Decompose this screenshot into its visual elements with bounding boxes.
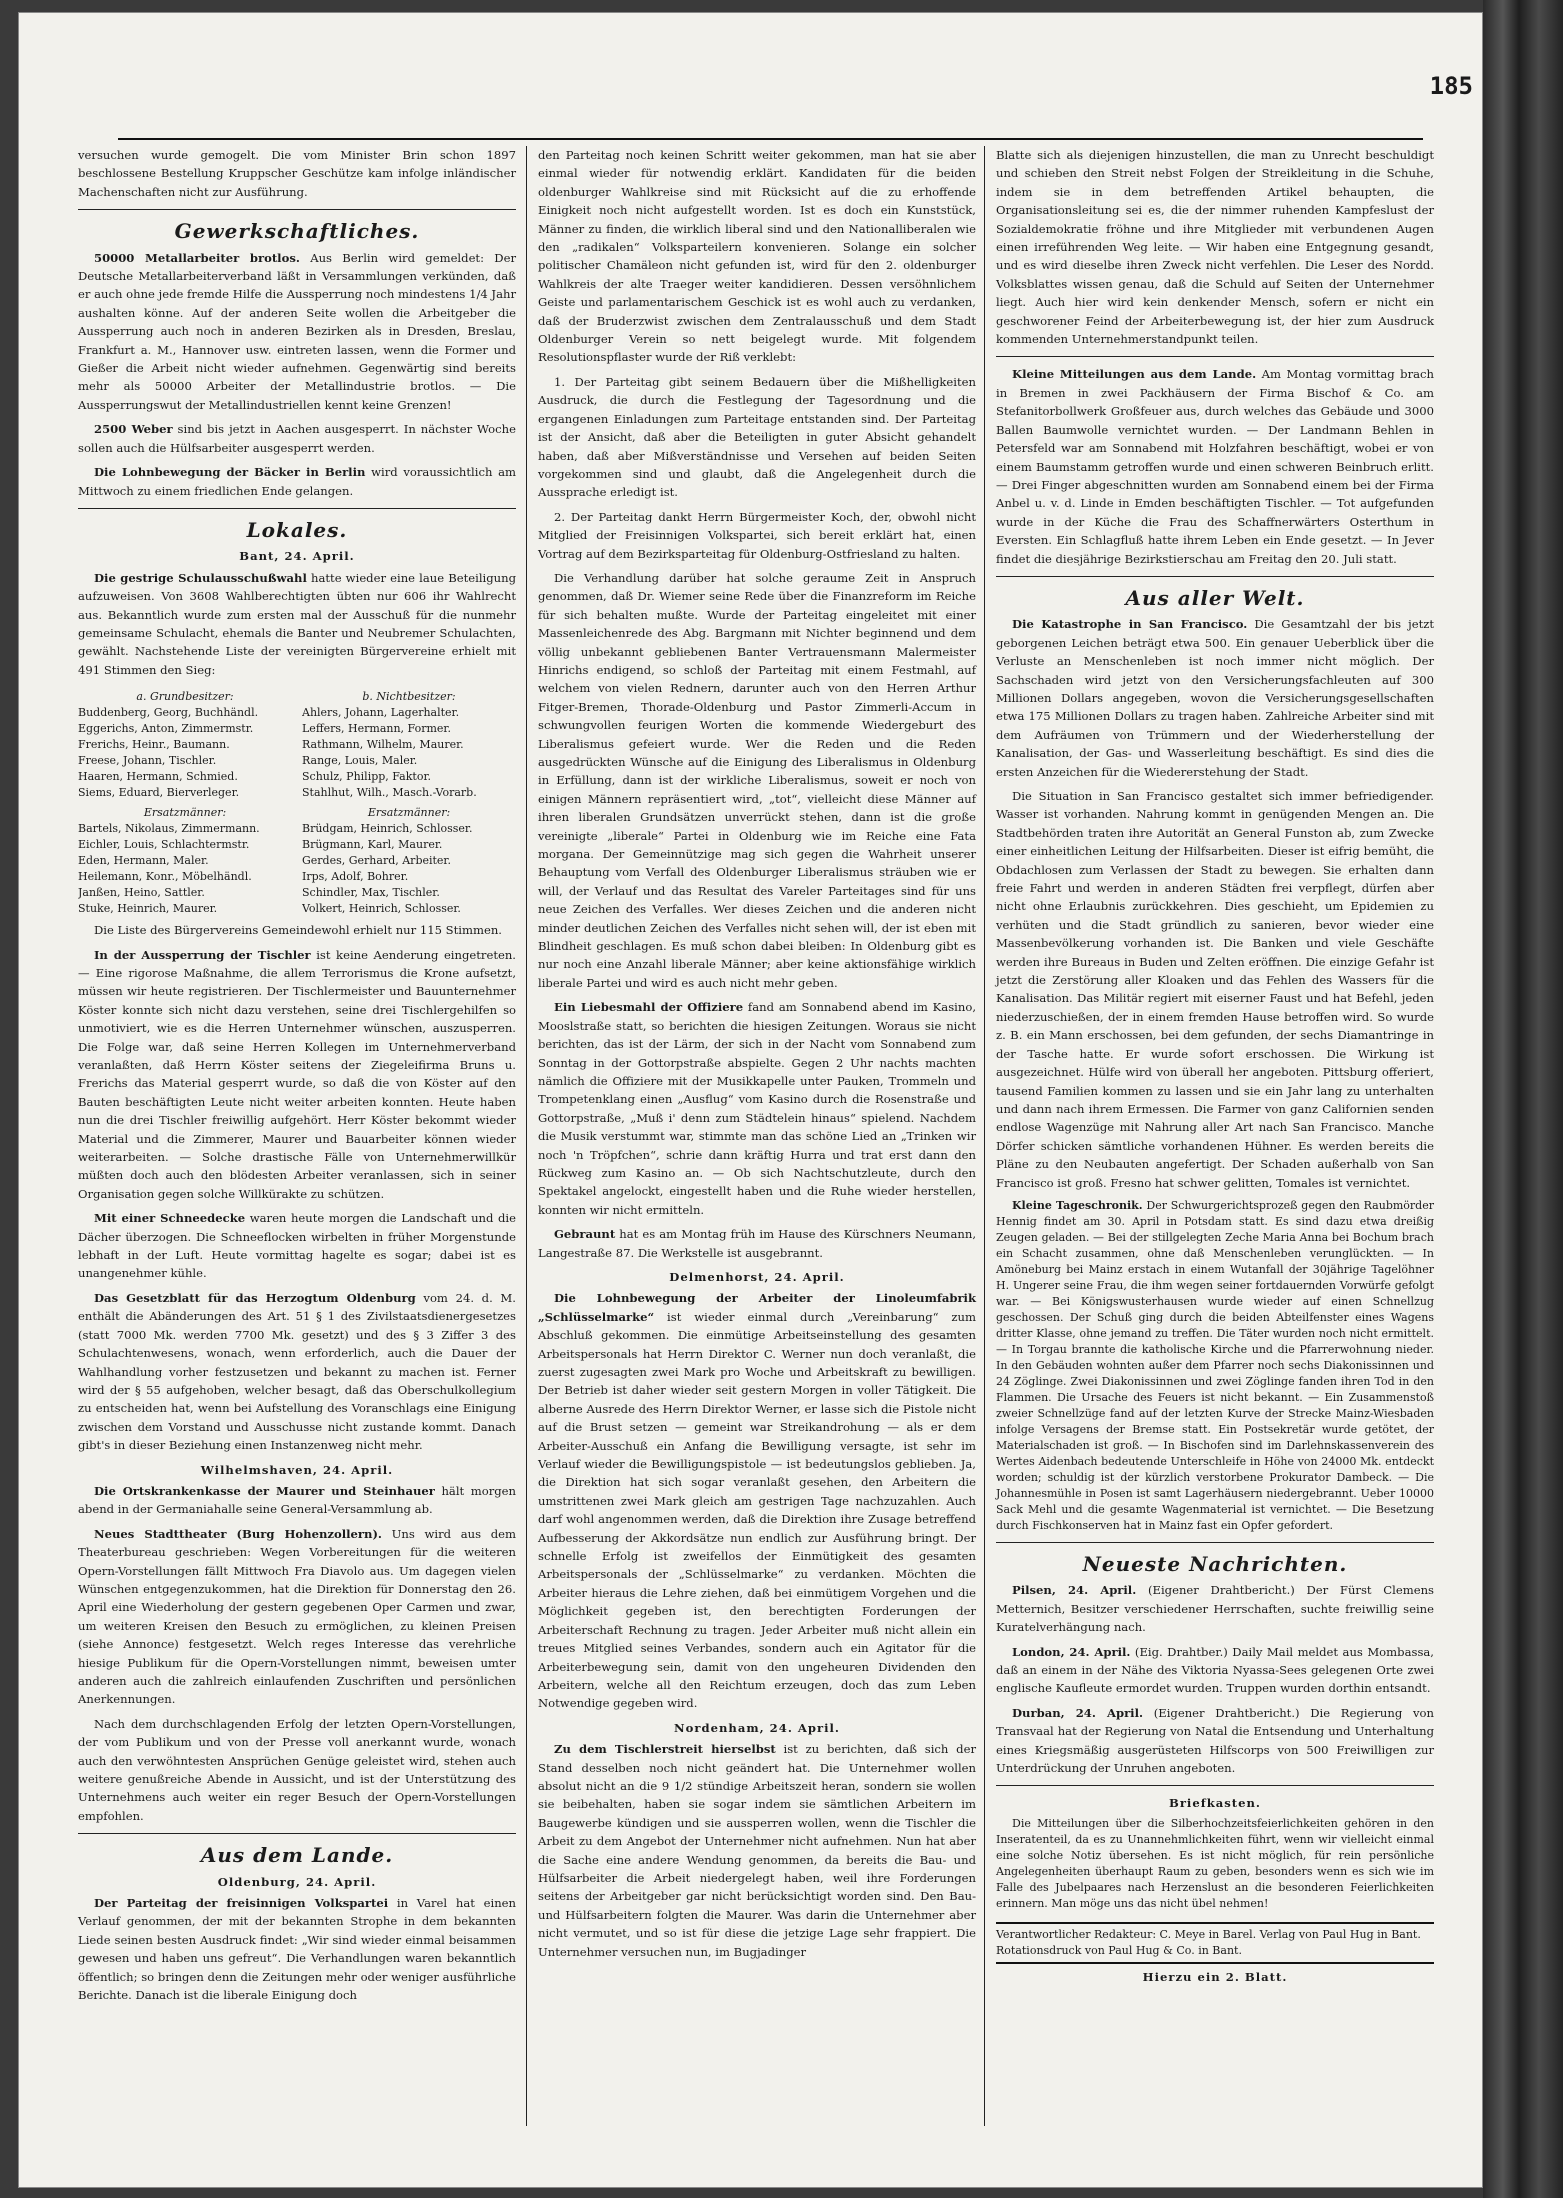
- body: vom 24. d. M. enthält die Abänderungen des Art. 51 § 1 des Zivilstaatsdienergesetzes (statt 7000 Mk. werden 7700 Mk. gesetzt) und des § 3 Ziffer 3 des Schulachtenwesens, wonach, wenn erforderlich, auch die Dauer der Wahlhandlung vorher festzusetzen und bekannt zu machen ist. Ferner wird der § 55 aufgehoben, welcher besagt, daß das Oberschulkollegium zu entscheiden hat, wenn bei Aufstellung des Voranschlags eine Einigung zwischen dem Vorstand und Ausschusse nicht zustande kommt. Danach gibt's in dieser Beziehung einen Instanzenweg nicht mehr.: [78, 1290, 516, 1453]
- dateline-oldenburg: Oldenburg, 24. April.: [217, 1874, 377, 1889]
- separator: [78, 508, 516, 509]
- article-schneedecke: [78, 1209, 516, 1283]
- imprint: Verantwortlicher Redakteur: C. Meye in Barel. Verlag von Paul Hug in Bant. Rotationsdruck von Paul Hug & Co. in Bant.: [996, 1922, 1434, 1964]
- candidate-lists: [78, 685, 516, 917]
- dateline-nordenham: Nordenham, 24. April.: [674, 1720, 840, 1735]
- lead: Gebraunt: [554, 1227, 616, 1242]
- separator: [996, 1542, 1434, 1543]
- list-item: Rathmann, Wilhelm, Maurer.: [302, 738, 464, 752]
- briefkasten-text: Die Mitteilungen über die Silberhochzeitsfeierlichkeiten gehören in den Inseratenteil, da es zu Unannehmlichkeiten führt, wenn wir vielleicht einmal eine solche Notiz übersehen. Es ist nicht möglich, für rein persönliche Angelegenheiten überhaupt Raum zu geben, besonders wenn es sich wie im Falle des Jubelpaares nach Herzenslust an die besonderen Feierlichkeiten erinnern. Man möge uns das nicht übel nehmen!: [996, 1816, 1434, 1910]
- article-tischler: [78, 946, 516, 1204]
- body: Aus Berlin wird gemeldet: Der Deutsche Metallarbeiterverband läßt in Versammlungen verkünden, daß er auch ohne jede fremde Hilfe die Aussperrung noch mindestens 1/4 Jahr aushalten könne. Auf der anderen Seite wollen die Arbeitgeber die Aussperrung auch noch in anderen Bezirken als in Dresden, Breslau, Frankfurt a. M., Hannover usw. eintreten lassen, wenn die Former und Gießer die Arbeit nicht wieder aufnehmen. Gegenwärtig sind bereits mehr als 50000 Arbeiter der Metallindustrie brotlos. — Die Aussperrungswut der Metallindustriellen kennt keine Grenzen!: [78, 250, 516, 412]
- column-divider-1: [526, 146, 527, 2126]
- lead: Mit einer Schneedecke: [94, 1211, 246, 1226]
- book-gutter: [1483, 0, 1563, 2198]
- article-stadttheater: [78, 1525, 516, 1709]
- body: hält morgen abend in der Germaniahalle seine General-Versammlung ab.: [78, 1483, 516, 1517]
- article-london: [996, 1643, 1434, 1698]
- lead: In der Aussperrung der Tischler: [94, 947, 311, 962]
- body: sind bis jetzt in Aachen ausgesperrt. In nächster Woche sollen auch die Hülfsarbeiter ausgesperrt werden.: [78, 422, 516, 455]
- article-pilsen: [996, 1581, 1434, 1636]
- article-ortskrankenkasse: [78, 1482, 516, 1519]
- article-parteitag-cont: den Parteitag noch keinen Schritt weiter gekommen, man hat sie aber einmal wieder für notwendig erklärt. Kandidaten für die beiden oldenburger Wahlkreise sind mit Rücksicht auf die zu erhoffende Einigkeit noch nicht aufgestellt worden. Ist es doch ein Kunststück, Männer zu finden, die wirklich liberal sind und den Nationalliberalen wie den „radikalen“ Volksparteilern konvenieren. Solange ein solcher politischer Chamäleon nicht gefunden ist, wird für den 2. oldenburger Wahlkreis der alte Traeger weiter kandidieren. Dessen versöhnlichem Geiste und parlamentarischem Geschick ist es wohl auch zu verdanken, daß der Bruderzwist zwischen dem Zentralausschuß und dem Stadt Oldenburger Verein so nett beigelegt wurde. Mit folgendem Resolutionspflaster wurde der Riß verklebt:: [538, 148, 976, 365]
- lead: Zu dem Tischlerstreit hierselbst: [554, 1742, 776, 1757]
- list-heading: Ersatzmänner:: [143, 806, 227, 820]
- list-item: Volkert, Heinrich, Schlosser.: [302, 902, 461, 916]
- list-nichtbesitzer: [302, 685, 516, 917]
- article-liebesmahl: [538, 998, 976, 1219]
- body: in Varel hat einen Verlauf genommen, der mit der bekannten Strophe in dem bekannten Liede seinen besten Ausdruck findet: „Wir sind wieder einmal beisammen gewesen und haben uns gefreut“. Die Verhandlungen waren bekanntlich öffentlich; so bringen denn die Zeitungen mehr oder weniger ausführliche Berichte. Danach ist die liberale Einigung doch: [78, 1896, 517, 2003]
- body: fand am Sonnabend abend im Kasino, Mooslstraße statt, so berichten die hiesigen Zeitungen. Woraus sie nicht berichten, das ist der Lärm, der sich in der Nacht vom Sonnabend zum Sonntag in der Gottorpstraße abspielte. Gegen 2 Uhr nachts machten nämlich die Offiziere mit der Musikkapelle unter Pauken, Trommeln und Trompetenklang einen „Ausflug“ vom Kasino durch die Rosenstraße und Gottorpstraße, „Muß i' denn zum Städtelein hinaus“ spielend. Nachdem die Musik verstummt war, stimmte man das schöne Lied an „Trinken wir noch 'n Tröpfchen“, schrie dann kräftig Hurra und trat erst dann den Rückweg zum Kasino an. — Ob sich Nachtschutzleute, durch den Spektakel angelockt, eingestellt haben und die Ruhe wieder herstellen, konnten wir nicht ermitteln.: [538, 1000, 977, 1217]
- resolution-2: 2. Der Parteitag dankt Herrn Bürgermeister Koch, der, obwohl nicht Mitglied der Freisinnigen Volkspartei, sich bereit erklärt hat, einen Vortrag auf dem Bezirksparteitag für Oldenburg-Ostfriesland zu halten.: [538, 509, 976, 561]
- lead: Das Gesetzblatt für das Herzogtum Oldenburg: [94, 1290, 416, 1305]
- article-gemeindewohl: Die Liste des Bürgervereins Gemeindewohl erhielt nur 115 Stimmen.: [94, 923, 502, 938]
- article-metallarbeiter: [78, 249, 516, 415]
- list-item: Haaren, Hermann, Schmied.: [78, 770, 238, 784]
- section-title-briefkasten: Briefkasten.: [1169, 1796, 1261, 1811]
- body: Die Gesamtzahl der bis jetzt geborgenen Leichen beträgt etwa 500. Ein genauer Ueberblick über die Verluste an Menschenleben ist noch immer nicht möglich. Der Sachschaden wird jetzt von den Versicherungsfachleuten auf 300 Millionen Dollars angegeben, wovon die Versicherungsgesellschaften etwa 175 Millionen Dollars zu tragen haben. Zahlreiche Arbeiter sind mit dem Aufräumen von Trümmern und der Wiederherstellung der Kanalisation, der Gas- und Wasserleitung beschäftigt. Es sind dies die ersten Anzeichen für die Wiedererstehung der Stadt.: [996, 617, 1434, 779]
- article-gebrannt: [538, 1225, 976, 1262]
- lead: Kleine Tageschronik.: [1012, 1198, 1143, 1212]
- separator: [996, 1785, 1434, 1786]
- list-item: Schindler, Max, Tischler.: [302, 886, 440, 900]
- list-item: Brügmann, Karl, Maurer.: [302, 838, 443, 852]
- list-item: Bartels, Nikolaus, Zimmermann.: [78, 822, 260, 836]
- lead: Kleine Mitteilungen aus dem Lande.: [1012, 367, 1257, 382]
- column-3: [996, 146, 1434, 1989]
- body: Uns wird aus dem Theaterbureau geschrieben: Wegen Vorbereitungen für die weiteren Opern-Vorstellungen fällt Mittwoch Fra Diavolo aus. Um dagegen vielen Wünschen entgegenzukommen, hat die Direktion für Donnerstag den 26. April eine Wiederholung der gestern gegebenen Oper Carmen und zwar, um weiteren Kreisen den Besuch zu ermöglichen, zu kleinen Preisen (siehe Annonce) festgesetzt. Welch reges Interesse das verehrliche hiesige Publikum für die Opern-Vorstellungen nimmt, beweisen umter anderen auch die zahlreich einlaufenden Zuschriften und persönlichen Anerkennungen.: [78, 1526, 516, 1707]
- list-heading: Ersatzmänner:: [367, 806, 451, 820]
- list-item: Buddenberg, Georg, Buchhändl.: [78, 706, 259, 720]
- article-parteitag: [78, 1894, 516, 2004]
- lead: Die Ortskrankenkasse der Maurer und Steinhauer: [94, 1483, 435, 1498]
- list-item: Eichler, Louis, Schlachtermstr.: [78, 838, 250, 852]
- intro-text: versuchen wurde gemogelt. Die vom Minister Brin schon 1897 beschlossene Bestellung Kruppscher Geschütze kam infolge inländischer Machenschaften nicht zur Ausführung.: [78, 148, 516, 199]
- article-weber: [78, 420, 516, 457]
- lead: Der Parteitag der freisinnigen Volkspartei: [94, 1896, 389, 1911]
- dateline-wilhelmshaven: Wilhelmshaven, 24. April.: [200, 1462, 394, 1477]
- separator: [78, 1833, 516, 1834]
- lead: Die Lohnbewegung der Bäcker in Berlin: [94, 465, 366, 480]
- list-item: Freese, Johann, Tischler.: [78, 754, 217, 768]
- list-heading: a. Grundbesitzer:: [136, 690, 234, 704]
- list-item: Stahlhut, Wilh., Masch.-Vorarb.: [302, 786, 477, 800]
- section-title-neueste-nachrichten: Neueste Nachrichten.: [1082, 1551, 1348, 1576]
- lead: Neues Stadttheater (Burg Hohenzollern).: [94, 1526, 382, 1541]
- body: ist keine Aenderung eingetreten. — Eine rigorose Maßnahme, die allem Terrorismus die Krone aufsetzt, müssen wir heute registrieren. Der Tischlermeister und Bauunternehmer Köster konnte sich nicht dazu verstehen, seine drei Tischlergehilfen so unmotiviert, wie es die Herren Unternehmer wünschen, auszusperren. Die Folge war, daß seine Herren Kollegen im Unternehmerverband veranlaßten, daß Herrn Köster seitens der Ziegeleifirma Bruns u. Frerichs das Material gesperrt wurde, so daß die von Köster auf den Bauten beschäftigten Leute nicht weiter arbeiten konnten. Heute haben nun die drei Tischler freiwillig aufgehört. Herr Köster bekommt wieder Material und die Zimmerer, Maurer und Bauarbeiter können wieder weiterarbeiten. — Solche drastische Fälle von Unternehmerwillkür müßten doch auch den blödesten Arbeiter veranlassen, sich in seiner Organisation gegen solche Willkürakte zu schützen.: [78, 947, 516, 1201]
- lead: 50000 Metallarbeiter brotlos.: [94, 250, 300, 265]
- article-durban: [996, 1704, 1434, 1778]
- article-verhandlung: Die Verhandlung darüber hat solche geraume Zeit in Anspruch genommen, daß Dr. Wiemer seine Rede über die Finanzreform im Reiche für sich behalten mußte. Wurde der Parteitag eingeleitet mit einer Massenleichenrede des Abg. Bargmann mit Nichter beginnend und dem völlig unbekannt gebliebenen Banter Vertrauensmann Malermeister Hinrichs endigend, so schloß der Parteitag mit einem Festmahl, auf welchem von vielen Rednern, darunter auch von den Herren Arthur Fitger-Bremen, Thorade-Oldenburg und Pastor Zimmerli-Accum in schwungvollen feurigen Worten die kommende Wiedergeburt des Liberalismus gefeiert wurde. Wer die Reden und die Reden ausgedrückten Wünsche auf die Einigung des Liberalismus in Oldenburg in Erfüllung, dann ist der wirkliche Liberalismus, soweit er noch von einigen Männern repräsentiert wird, „tot“, vielleicht diese Männer auf ihren liberalen Grundsätzen unverrückt stehen, dann ist die große vereinigte „liberale“ Partei in Oldenburg wie im Reiche eine Fata morgana. Der Gemeinnützige mag sich gegen die Wahrheit unserer Behauptung vom Verfall des Oldenburger Liberalismus sträuben wie er will, der Verlauf und das Resultat des Vareler Parteitages sind für uns neue Zeichen des Verfalles. Wer dieses Zeichen und die anderen nicht minder deutlichen Zeichen des Verfalles nicht sehen will, der ist eben mit Blindheit geschlagen. Es muß schon dabei bleiben: In Oldenburg gibt es nur noch eine Anzahl liberale Männer; aber keine aktionsfähige wirklich liberale Partei und wird es auch nicht mehr geben.: [538, 570, 976, 990]
- lead: Durban, 24. April.: [1012, 1705, 1144, 1720]
- list-item: Leffers, Hermann, Former.: [302, 722, 451, 736]
- resolution-1: 1. Der Parteitag gibt seinem Bedauern über die Mißhelligkeiten Ausdruck, die durch die Festlegung der Tagesordnung und die ergangenen Einladungen zum Parteitage entstanden sind. Der Parteitag ist der Ansicht, daß aber die Beteiligten in guter Absicht gehandelt haben, daß aber Mißverständnisse und Versehen auf beiden Seiten vorgekommen sind und glaubt, daß die Angelegenheit durch die Aussprache erledigt ist.: [538, 374, 976, 500]
- list-item: Frerichs, Heinr., Baumann.: [78, 738, 230, 752]
- article-linoleum: [538, 1289, 976, 1712]
- article-schulausschuss: [78, 569, 516, 679]
- body: ist zu berichten, daß sich der Stand desselben noch nicht geändert hat. Die Unternehmer wollen absolut nicht an die 9 1/2 stündige Arbeitszeit heran, sondern sie wollen sie beibehalten, haben sie sogar indem sie sämtlichen Arbeitern im Baugewerbe kündigen und sie aussperren wollen, wenn die Tischler die Arbeit zu dem Angebot der Unternehmer nicht aufnehmen. Nun hat aber die Sache eine andere Wendung genommen, da bereits die Bau- und Hülfsarbeiter die Arbeit niedergelegt haben, weil ihre Forderungen seitens der Arbeitgeber gar nicht berücksichtigt worden sind. Den Bau- und Hülfsarbeitern folgten die Maurer. Was darin die Unternehmer aber nicht vermutet, und so ist für diese die jetzige Lage sehr frappiert. Die Unternehmer versuchen nun, im Bugjadinger: [538, 1742, 976, 1959]
- section-title-aus-dem-lande: Aus dem Lande.: [200, 1843, 394, 1868]
- list-item: Janßen, Heino, Sattler.: [78, 886, 205, 900]
- article-opern: Nach dem durchschlagenden Erfolg der letzten Opern-Vorstellungen, der vom Publikum und von der Presse voll anerkannt wurde, wonach auch den verwöhntesten Ansprüchen Genüge geleistet wird, stehen auch weitere genußreiche Abende in Aussicht, und ist der Unterstützung des Unternehmens auch weiter ein reger Besuch der Opern-Vorstellungen empfohlen.: [78, 1716, 516, 1823]
- lead: Die Lohnbewegung der Arbeiter der Linoleumfabrik „Schlüsselmarke“: [538, 1291, 976, 1324]
- body: (Eigener Drahtbericht.) Der Fürst Clemens Metternich, Besitzer verschiedener Herrschaften, suchte freiwillig seine Kuratelverhängung nach.: [996, 1583, 1434, 1635]
- list-item: Range, Louis, Maler.: [302, 754, 418, 768]
- article-kleine-mitteilungen: [996, 365, 1434, 567]
- page-number: 185: [1429, 72, 1473, 100]
- article-baecker: [78, 463, 516, 500]
- lead: Pilsen, 24. April.: [1012, 1583, 1137, 1598]
- article-situation: Die Situation in San Francisco gestaltet sich immer befriedigender. Wasser ist vorhanden. Nahrung kommt in genügenden Mengen an. Die Stadtbehörden traten ihre Autorität an General Funston ab, zum Zwecke einer einheitlichen Leitung der Hilfsarbeiten. Dieser ist eifrig bemüht, die Obdachlosen zum Verlassen der Stadt zu bewegen. Sie erhalten dann freie Fahrt und werden in anderen Städten frei verpflegt, dürfen aber nicht ohne Erlaubnis zurückkehren. Dies geschieht, um Epidemien zu verhüten und die Stadt gründlich zu sanieren, bevor wieder eine Massenbevölkerung vorhanden ist. Die Banken und viele Geschäfte werden ihre Bureaus in Buden und Zelten eröffnen. Die einzige Gefahr ist jetzt die Zerstörung aller Kloaken und das Fehlen des Wassers für die Kanalisation. Das Militär regiert mit eiserner Faust und hat Befehl, jeden niederzuschießen, der in einem fremden Hause betroffen wird. So wurde z. B. ein Mann erschossen, bei dem gefunden, der sechs Diamantringe in der Tasche hatte. Er wurde sofort erschossen. Die Wirkung ist ausgezeichnet. Hülfe wird von überall her angeboten. Pittsburg offeriert, tausend Familien kommen zu lassen und sie ein Jahr lang zu unterhalten und dann nach ihrem Ermessen. Die Farmer von ganz Californien senden endlose Wagenzüge mit Nahrung aller Art nach San Francisco. Manche Dörfer schicken sämtliche vorhandenen Hühner. Es werden bereits die Pläne zu den Neubauten angefertigt. Der Schaden außerhalb von San Francisco ist groß. Fresno hat schwer gelitten, Tomales ist vernichtet.: [996, 789, 1434, 1190]
- dateline-bant: Bant, 24. April.: [239, 549, 355, 564]
- header-rule: [118, 138, 1423, 140]
- list-grundbesitzer: [78, 685, 292, 917]
- section-title-gewerkschaftliches: Gewerkschaftliches.: [174, 219, 420, 244]
- list-item: Schulz, Philipp, Faktor.: [302, 770, 431, 784]
- body: Am Montag vormittag brach in Bremen in zwei Packhäusern der Firma Bischof & Co. am Stefanitorbollwerk Großfeuer aus, durch welches das Gebäude und 3000 Ballen Baumwolle vernichtet wurden. — Der Landmann Behlen in Petersfeld war am Sonnabend mit Holzfahren beschäftigt, wobei er von einem Baumstamm getroffen wurde und einen schweren Beinbruch erlitt. — Drei Finger abgeschnitten wurden am Sonnabend einem bei der Firma Anbel u. v. d. Linde in Emden beschäftigten Tischler. — Tot aufgefunden wurde in der Küche die Frau des Schaffnerwärters Osterthum in Eversten. Ein Schlagfluß hatte ihrem Leben ein Ende gesetzt. — In Jever findet die diesjährige Bezirkstierschau am Freitag den 20. Juli statt.: [996, 367, 1434, 566]
- separator: [996, 576, 1434, 577]
- lead: London, 24. April.: [1012, 1644, 1131, 1659]
- list-item: Eggerichs, Anton, Zimmermstr.: [78, 722, 254, 736]
- list-item: Ahlers, Johann, Lagerhalter.: [302, 706, 460, 720]
- list-item: Stuke, Heinrich, Maurer.: [78, 902, 218, 916]
- newspaper-page: [18, 12, 1483, 2188]
- body: hatte wieder eine laue Beteiligung aufzuweisen. Von 3608 Wahlberechtigten übten nur 606 ihr Wahlrecht aus. Bekanntlich wurde zum ersten mal der Ausschuß für die nunmehr gemeinsame Schulacht, ehemals die Banter und Neubremer Schulachten, gewählt. Nachstehende Liste der vereinigten Bürgervereine erhielt mit 491 Stimmen den Sieg:: [78, 570, 517, 677]
- list-item: Siems, Eduard, Bierverleger.: [78, 786, 240, 800]
- body: waren heute morgen die Landschaft und die Dächer überzogen. Die Schneeflocken wirbelten in früher Morgenstunde lebhaft in der Luft. Heute vormittag hagelte es sogar; dabei ist es unangenehmer kühle.: [78, 1211, 516, 1281]
- list-item: Eden, Hermann, Maler.: [78, 854, 209, 868]
- lead: Die gestrige Schulausschußwahl: [94, 570, 307, 585]
- list-item: Brüdgam, Heinrich, Schlosser.: [302, 822, 473, 836]
- body: Der Schwurgerichtsprozeß gegen den Raubmörder Hennig findet am 30. April in Potsdam statt. Es sind dazu etwa dreißig Zeugen geladen. — Bei der stillgelegten Zeche Maria Anna bei Bochum brach ein Schacht zusammen, ohne daß Menschenleben verunglückten. — In Amöneburg bei Mainz erstach in einem Wutanfall der 30jährige Tagelöhner H. Ungerer seine Frau, die ihm wegen seiner fortdauernden Vorwürfe gefolgt war. — Bei Königswusterhausen wurde wieder auf einen Schnellzug geschossen. Der Schuß ging durch die beiden Abteilfenster eines Wagens dritter Klasse, ohne jemand zu treffen. Die Täter wurden noch nicht ermittelt. — In Torgau brannte die katholische Kirche und die Pfarrerwohnung nieder. In den Gebäuden wohnten außer dem Pfarrer noch sechs Diakonissinnen und 24 Zöglinge. Zwei Diakonissinnen und zwei Zöglinge fanden ihren Tod in den Flammen. Die Ursache des Feuers ist nicht bekannt. — Ein Zusammenstoß zweier Schnellzüge fand auf der letzten Kurve der Strecke Mainz-Wiesbaden infolge Versagens der Bremse statt. Ein Postsekretär wurde getötet, der Materialschaden ist groß. — In Bischofen sind im Darlehnskassenverein des Wertes Aidenbach bedeutende Unterschleife in Höhe von 24000 Mk. entdeckt worden; schuldig ist der kürzlich verstorbene Prokurator Dambeck. — Die Johannesmühle in Posen ist samt Lagerhäusern niedergebrannt. Ueber 10000 Sack Mehl und die gesamte Wagenmaterial ist vernichtet. — Die Besetzung durch Fischkonserven hat in Mainz fast ein Opfer gefordert.: [996, 1198, 1434, 1532]
- dateline-delmenhorst: Delmenhorst, 24. April.: [669, 1269, 845, 1284]
- lead: Ein Liebesmahl der Offiziere: [554, 1000, 744, 1015]
- separator: [78, 209, 516, 210]
- supplement-note: Hierzu ein 2. Blatt.: [1142, 1969, 1288, 1984]
- body: hat es am Montag früh im Hause des Kürschners Neumann, Langestraße 87. Die Werkstelle ist ausgebrannt.: [538, 1227, 976, 1260]
- lead: Die Katastrophe in San Francisco.: [1012, 617, 1248, 632]
- column-2: [538, 146, 976, 1967]
- separator: [996, 356, 1434, 357]
- body: (Eigener Drahtbericht.) Die Regierung von Transvaal hat der Regierung von Natal die Entsendung und Unterhaltung eines Kriegsmäßig ausgerüsteten Hilfscorps von 500 Freiwilligen zur Unterdrückung der Unruhen angeboten.: [996, 1705, 1434, 1775]
- article-san-francisco: [996, 615, 1434, 781]
- list-item: Gerdes, Gerhard, Arbeiter.: [302, 854, 451, 868]
- list-item: Heilemann, Konr., Möbelhändl.: [78, 870, 252, 884]
- body: ist wieder einmal durch „Vereinbarung“ zum Abschluß gekommen. Die einmütige Arbeitseinstellung des gesamten Arbeitspersonals hat Herrn Direktor C. Werner nun doch veranlaßt, die zuerst zugesagten zwei Mark pro Woche und Arbeitskraft zu bewilligen. Der Betrieb ist daher wieder seit gestern Morgen in voller Tätigkeit. Die alberne Ausrede des Herrn Direktor Werner, er lasse sich die Pistole nicht auf die Brust setzen — gemeint war Streikandrohung — als er dem Arbeiter-Ausschuß ein Anfang die Bewilligung versagte, ist sehr im Verlauf wieder die Bewilligungspistole — ist bedeutungslos geblieben. Ja, die Direktion hat sich sogar veranlaßt gesehen, den Arbeitern die umstrittenen zwei Mark gleich am gestrigen Tage nachzuzahlen. Auch darf wohl angenommen werden, daß die Direktion ihre Zusage betreffend Aufbesserung der Akkordsätze nun endlich zur Ausführung bringt. Der schnelle Erfolg ist zweifellos der Einmütigkeit des gesamten Arbeitspersonals der „Schlüsselmarke“ zu verdanken. Möchten die Arbeiter hieraus die Lehre ziehen, daß bei einmütigem Vorgehen und die Möglichkeit gegeben ist, den berechtigten Forderungen der Arbeiterschaft Rechnung zu tragen. Jeder Arbeiter muß nicht allein ein treues Mitglied seines Verbandes, sondern auch ein Agitator für die Arbeiterbewegung sein, damit von den ungeheuren Dividenden den Arbeitern, welche all den Reichtum erzeugen, doch das zum Leben Notwendige gegeben wird.: [538, 1309, 976, 1711]
- article-tischlerstreit: [538, 1740, 976, 1961]
- body: (Eig. Drahtber.) Daily Mail meldet aus Mombassa, daß an einem in der Nähe des Viktoria Nyassa-Sees gelegenen Orte zwei englische Kaufleute ermordet wurden. Truppen wurden dorthin entsandt.: [996, 1644, 1434, 1696]
- article-tischlerstreit-cont: Blatte sich als diejenigen hinzustellen, die man zu Unrecht beschuldigt und schieben den Streit nebst Folgen der Streikleitung in die Schuhe, indem sie in dem betreffenden Artikel behaupten, die Organisationsleitung sei es, die der nimmer ruhenden Kampfeslust der Sozialdemokratie fröhne und ihre Mitglieder mit verbundenen Augen einen irreführenden Weg leite. — Wir haben eine Entgegnung gesandt, und es wird dieselbe ihren Zweck nicht verfehlen. Die Leser des Nordd. Volksblattes wissen genau, daß die Schuld auf Seiten der Unternehmer liegt. Auch hier wird kein denkender Mensch, sofern er nicht ein geschworener Feind der Arbeiterbewegung ist, der hier zum Ausdruck kommenden Unternehmerstandpunkt teilen.: [996, 148, 1434, 347]
- section-title-lokales: Lokales.: [246, 517, 348, 542]
- article-gesetzblatt: [78, 1289, 516, 1455]
- section-title-aus-aller-welt: Aus aller Welt.: [1125, 585, 1305, 610]
- body: wird voraussichtlich am Mittwoch zu einem friedlichen Ende gelangen.: [78, 465, 516, 498]
- column-1: [78, 146, 516, 2011]
- list-item: Irps, Adolf, Bohrer.: [302, 870, 409, 884]
- column-divider-2: [984, 146, 985, 2126]
- lead: 2500 Weber: [94, 422, 173, 437]
- article-tageschronik: [996, 1198, 1434, 1534]
- list-heading: b. Nichtbesitzer:: [362, 690, 456, 704]
